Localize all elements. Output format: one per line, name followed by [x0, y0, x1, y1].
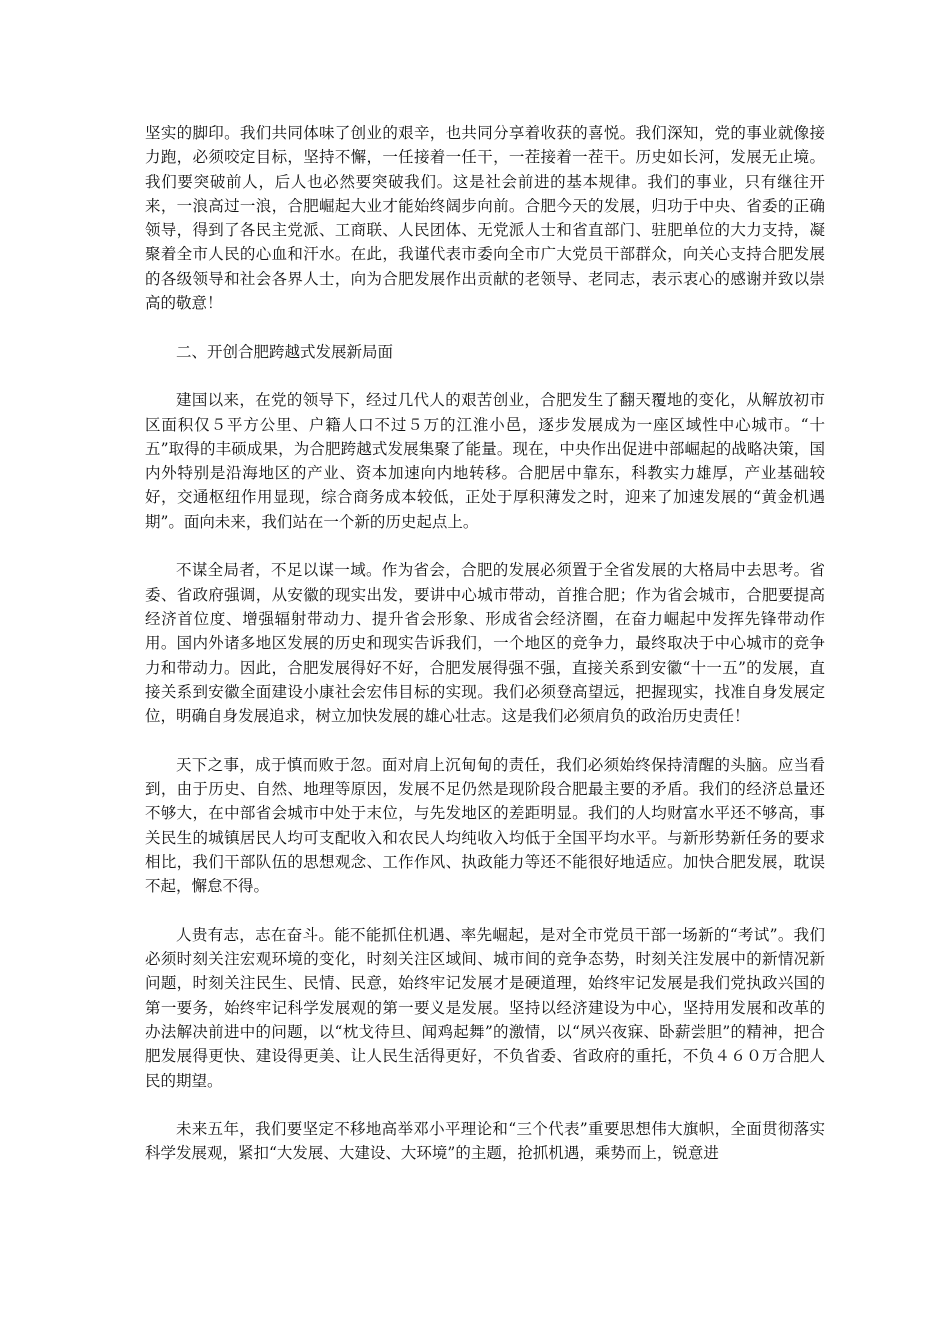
paragraph: 天下之事，成于慎而败于忽。面对肩上沉甸甸的责任，我们必须始终保持清醒的头脑。应当看到，由于历史、自然、地理等原因，发展不足仍然是现阶段合肥最主要的矛盾。我们的经济总量还不够大，在中部省会城市中处于末位，与先发地区的差距明显。我们的人均财富水平还不够高，事关民生的城镇居民人均可支配收入和农民人均纯收入均低于全国平均水平。与新形势新任务的要求相比，我们干部队伍的思想观念、工作作风、执政能力等还不能很好地适应。加快合肥发展，耽误不起，懈怠不得。 [145, 755, 825, 896]
paragraph: 建国以来，在党的领导下，经过几代人的艰苦创业，合肥发生了翻天覆地的变化，从解放初市区面积仅５平方公里、户籍人口不过５万的江淮小邑，逐步发展成为一座区域性中心城市。“十五”取得的丰硕成果，为合肥跨越式发展集聚了能量。现在，中央作出促进中部崛起的战略决策，国内外特别是沿海地区的产业、资本加速向内地转移。合肥居中靠东，科教实力雄厚，产业基础较好，交通枢纽作用显现，综合商务成本较低，正处于厚积薄发之时，迎来了加速发展的“黄金机遇期”。面向未来，我们站在一个新的历史起点上。 [145, 391, 825, 531]
paragraph: 未来五年，我们要坚定不移地高举邓小平理论和“三个代表”重要思想伟大旗帜，全面贯彻落实科学发展观，紧扣“大发展、大建设、大环境”的主题，抢抓机遇，乘势而上，锐意进 [145, 1120, 825, 1163]
paragraph: 人贵有志，志在奋斗。能不能抓住机遇、率先崛起，是对全市党员干部一场新的“考试”。我们必须时刻关注宏观环境的变化，时刻关注区域间、城市间的竞争态势，时刻关注发展中的新情况新问题，时刻关注民生、民情、民意，始终牢记发展才是硬道理，始终牢记发展是我们党执政兴国的第一要务，始终牢记科学发展观的第一要义是发展。坚持以经济建设为中心，坚持用发展和改革的办法解决前进中的问题，以“枕戈待旦、闻鸡起舞”的激情，以“夙兴夜寐、卧薪尝胆”的精神，把合肥发展得更快、建设得更美、让人民生活得更好，不负省委、省政府的重托，不负４６０万合肥人民的期望。 [145, 925, 825, 1090]
section-heading: 二、开创合肥跨越式发展新局面 [176, 342, 394, 361]
paragraph: 不谋全局者，不足以谋一域。作为省会，合肥的发展必须置于全省发展的大格局中去思考。省委、省政府强调，从安徽的现实出发，要讲中心城市带动，首推合肥；作为省会城市，合肥要提高经济首位度、增强辐射带动力、提升省会形象、形成省会经济圈，在奋力崛起中发挥先锋带动作用。国内外诸多地区发展的历史和现实告诉我们，一个地区的竞争力，最终取决于中心城市的竞争力和带动力。因此，合肥发展得好不好，合肥发展得强不强，直接关系到安徽“十一五”的发展，直接关系到安徽全面建设小康社会宏伟目标的实现。我们必须登高望远，把握现实，找准自身发展定位，明确自身发展追求，树立加快发展的雄心壮志。这是我们必须肩负的政治历史责任！ [145, 561, 825, 726]
paragraph-continued: 坚实的脚印。我们共同体味了创业的艰辛，也共同分享着收获的喜悦。我们深知，党的事业就像接力跑，必须咬定目标，坚持不懈，一任接着一任干，一茬接着一茬干。历史如长河，发展无止境。我们要突破前人，后人也必然要突破我们。这是社会前进的基本规律。我们的事业，只有继往开来，一浪高过一浪，合肥崛起大业才能始终阔步向前。合肥今天的发展，归功于中央、省委的正确领导，得到了各民主党派、工商联、人民团体、无党派人士和省直部门、驻肥单位的大力支持，凝聚着全市人民的心血和汗水。在此，我谨代表市委向全市广大党员干部群众，向关心支持合肥发展的各级领导和社会各界人士，向为合肥发展作出贡献的老领导、老同志，表示衷心的感谢并致以崇高的敬意！ [145, 124, 825, 313]
document-body [145, 121, 825, 1190]
